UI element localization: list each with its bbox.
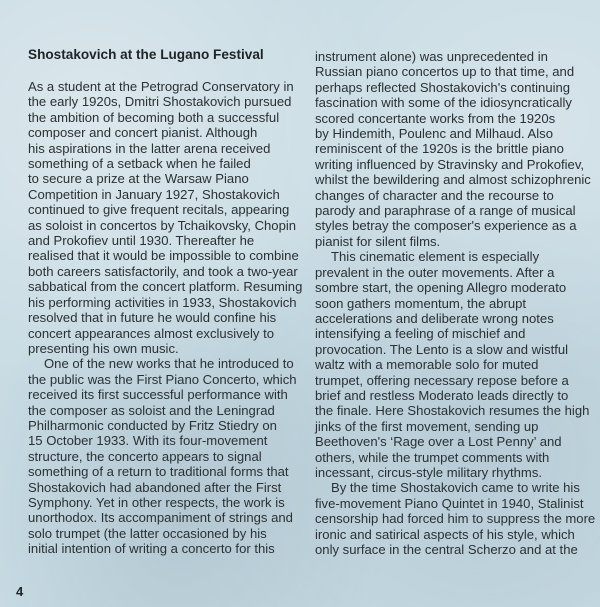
text-line: received its first successful performance with (28, 387, 288, 403)
text-line: incessant, circus-style military rhythms. (315, 464, 543, 480)
text-line: ironic and satirical aspects of his style, which (315, 526, 575, 542)
text-line: to secure a prize at the Warsaw Piano (28, 171, 249, 187)
left-column (28, 79, 318, 557)
text-line: accelerations and deliberate wrong notes (315, 310, 554, 326)
text-line: the public was the First Piano Concerto, which (28, 371, 297, 387)
text-line: intensifying a feeling of mischief and (315, 326, 526, 342)
text-line: Philharmonic conducted by Fritz Stiedry on (28, 417, 277, 433)
text-line: something of a setback when he failed (28, 156, 251, 172)
text-line: changes of character and the recourse to (315, 187, 554, 203)
text-line: soon gathers momentum, the abrupt (315, 295, 527, 311)
text-line: Russian piano concertos up to that time, and (315, 64, 575, 80)
text-line: whilst the bewildering and almost schizophrenic (315, 172, 591, 188)
text-line: censorship had forced him to suppress the more (315, 511, 596, 527)
text-line: sombre start, the opening Allegro moderato (315, 280, 567, 296)
text-line: others, while the trumpet comments with (315, 449, 550, 465)
text-line: unorthodox. Its accompaniment of strings and (28, 510, 293, 526)
text-line: 15 October 1933. With its four-movement (28, 433, 268, 449)
text-line: as soloist in concertos by Tchaikovsky, Chopin (28, 217, 297, 233)
text-line: initial intention of writing a concerto for this (28, 541, 275, 557)
text-line: As a student at the Petrograd Conservatory in (28, 79, 294, 94)
text-line: This cinematic element is especially (331, 249, 540, 265)
text-line: fascination with some of the idiosyncratically (315, 95, 572, 111)
text-line: trumpet, offering necessary repose before a (315, 372, 569, 388)
text-line: five-movement Piano Quintet in 1940, Stalinist (315, 495, 584, 511)
text-line: instrument alone) was unprecedented in (315, 49, 548, 64)
text-line: resolved that in future he would confine his (28, 310, 277, 326)
paragraph (315, 49, 600, 249)
text-line: scored concertante works from the 1920s (315, 110, 556, 126)
text-line: pianist for silent films. (315, 233, 441, 249)
text-line: prevalent in the outer movements. After a (315, 264, 555, 280)
paragraph (28, 356, 318, 556)
right-column (315, 49, 600, 557)
text-line: presenting his own music. (28, 340, 179, 356)
text-line: his aspirations in the latter arena received (28, 140, 271, 156)
text-line: the early 1920s, Dmitri Shostakovich pursued (28, 94, 292, 110)
text-line: Shostakovich had abandoned after the First (28, 479, 282, 495)
text-line: the composer as soloist and the Leningrad (28, 402, 275, 418)
text-line: concert appearances almost exclusively to (28, 325, 274, 341)
paragraph (28, 79, 318, 356)
text-line: solo trumpet (the latter occasioned by his (28, 525, 267, 541)
text-line: only surface in the central Scherzo and at the (315, 542, 578, 557)
text-line: One of the new works that he introduced to (44, 356, 294, 372)
text-line: waltz with a memorable solo for muted (315, 357, 539, 373)
text-line: brief and restless Moderato leads directly to (315, 387, 569, 403)
text-line: jinks of the first movement, sending up (315, 418, 539, 434)
text-line: parody and paraphrase of a range of musical (315, 203, 576, 219)
text-line: styles betray the composer's experience as a (315, 218, 577, 234)
text-line: by Hindemith, Poulenc and Milhaud. Also (315, 126, 554, 142)
article-title: Shostakovich at the Lugano Festival (28, 47, 264, 62)
text-line: realised that it would be impossible to combine (28, 248, 299, 264)
page-number: 4 (16, 584, 24, 599)
text-line: and Prokofiev until 1930. Thereafter he (28, 233, 255, 249)
text-line: Competition in January 1927, Shostakovich (28, 186, 280, 202)
text-line: his performing activities in 1933, Shostakovich (28, 294, 297, 310)
paragraph (315, 480, 600, 557)
text-line: composer and concert pianist. Although (28, 125, 258, 141)
paragraph (315, 249, 600, 480)
text-line: structure, the concerto appears to signal (28, 448, 262, 464)
text-line: something of a return to traditional forms that (28, 464, 289, 480)
text-line: the ambition of becoming both a successful (28, 109, 280, 125)
text-line: both careers satisfactorily, and took a two-year (28, 263, 298, 279)
text-line: sabbatical from the concert platform. Resuming (28, 279, 303, 295)
text-line: Symphony. Yet in other respects, the work is (28, 494, 285, 510)
text-line: continued to give frequent recitals, appearing (28, 202, 290, 218)
text-line: reminiscent of the 1920s is the brittle piano (315, 141, 564, 157)
text-line: Beethoven's ‘Rage over a Lost Penny’ and (315, 434, 562, 450)
text-line: provocation. The Lento is a slow and wistful (315, 341, 569, 357)
text-line: By the time Shostakovich came to write his (331, 480, 580, 496)
text-line: writing influenced by Stravinsky and Prokofiev, (315, 156, 585, 172)
text-line: perhaps reflected Shostakovich's continuing (315, 79, 571, 95)
text-line: the finale. Here Shostakovich resumes the high (315, 403, 590, 419)
